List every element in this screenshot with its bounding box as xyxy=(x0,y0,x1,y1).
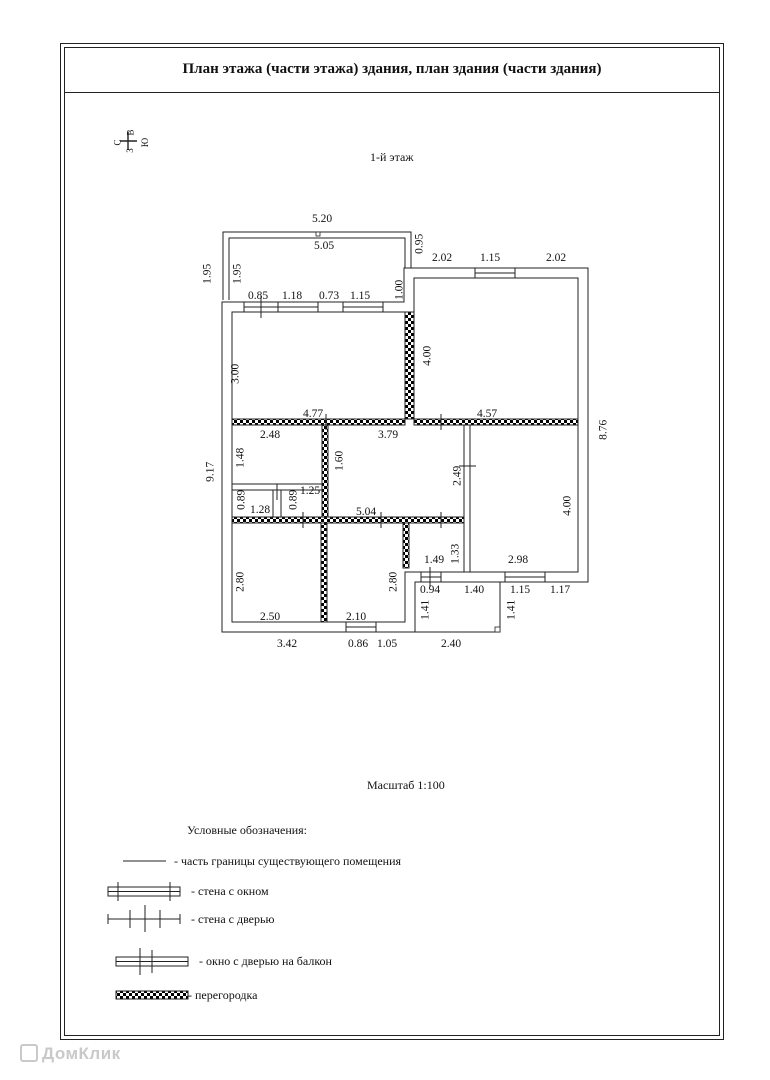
dim-label: 1.41 xyxy=(505,599,518,620)
dim-label: 1.17 xyxy=(550,584,571,596)
legend-item-window-door-balcony: - окно с дверью на балкон xyxy=(199,954,332,968)
legend-item-wall-door: - стена с дверью xyxy=(191,912,275,926)
legend-item-wall-window: - стена с окном xyxy=(191,884,269,898)
dim-label: 0.95 xyxy=(413,233,426,254)
dim-label: 9.17 xyxy=(204,461,217,482)
dim-label: 2.02 xyxy=(546,252,567,264)
dim-label: 4.77 xyxy=(303,408,324,420)
dim-label: 0.85 xyxy=(248,290,269,302)
dim-label: 0.89 xyxy=(235,489,248,510)
dim-label: 4.00 xyxy=(421,345,434,366)
dim-label: 2.02 xyxy=(432,252,453,264)
dim-label: 2.40 xyxy=(441,638,462,650)
compass-south-label: С xyxy=(112,139,123,146)
watermark-logo xyxy=(20,1044,121,1064)
dim-label: 5.20 xyxy=(312,213,333,225)
legend-item-line: - часть границы существующего помещения xyxy=(174,854,402,868)
dim-label: 3.42 xyxy=(277,638,298,650)
dim-label: 0.73 xyxy=(319,290,340,302)
scale-label: Масштаб 1:100 xyxy=(367,778,445,792)
dim-label: 1.00 xyxy=(393,279,406,300)
dim-label: 5.04 xyxy=(356,506,377,518)
dim-label: 2.50 xyxy=(260,611,281,623)
watermark-text: ДомКлик xyxy=(42,1044,121,1063)
dim-label: 1.15 xyxy=(480,252,501,264)
dim-label: 5.05 xyxy=(314,240,335,252)
dim-label: 0.86 xyxy=(348,638,369,650)
dim-label: 2.98 xyxy=(508,554,529,566)
doors xyxy=(261,296,476,587)
dim-label: 1.15 xyxy=(510,584,531,596)
compass-west-label: З xyxy=(124,148,135,153)
dim-label: 4.57 xyxy=(477,408,498,420)
dim-label: 2.80 xyxy=(387,571,400,592)
dim-label: 1.05 xyxy=(377,638,398,650)
legend-title: Условные обозначения: xyxy=(187,823,308,837)
dim-label: 0.94 xyxy=(420,584,441,596)
dim-label: 1.49 xyxy=(424,554,445,566)
floor-label: 1-й этаж xyxy=(370,150,414,164)
dim-label: 1.15 xyxy=(350,290,371,302)
dim-label: 2.10 xyxy=(346,611,367,623)
compass-north-label: Ю xyxy=(140,137,151,148)
dim-label: 2.80 xyxy=(234,571,247,592)
dim-label: 0.89 xyxy=(287,489,300,510)
house-icon xyxy=(20,1044,38,1062)
dim-label: 1.33 xyxy=(449,543,462,564)
dim-label: 3.00 xyxy=(229,363,242,384)
dim-label: 1.60 xyxy=(333,450,346,471)
dim-label: 2.49 xyxy=(451,465,464,486)
compass-east-label: В xyxy=(125,129,136,136)
dim-label: 3.79 xyxy=(378,429,399,441)
dim-label: 1.95 xyxy=(231,263,244,284)
dim-label: 2.48 xyxy=(260,429,281,441)
dim-label: 1.95 xyxy=(201,263,214,284)
legend-symbols xyxy=(108,861,188,999)
dim-label: 8.76 xyxy=(597,419,610,440)
dim-label: 1.25 xyxy=(300,485,321,497)
dim-label: 1.41 xyxy=(419,599,432,620)
page-title: План этажа (части этажа) здания, план здания (части здания) xyxy=(64,47,720,93)
dim-label: 1.48 xyxy=(234,447,247,468)
dim-label: 1.28 xyxy=(250,504,271,516)
dim-label: 1.18 xyxy=(282,290,303,302)
dim-label: 1.40 xyxy=(464,584,485,596)
dim-label: 4.00 xyxy=(561,495,574,516)
legend-item-partition: - перегородка xyxy=(188,988,258,1002)
